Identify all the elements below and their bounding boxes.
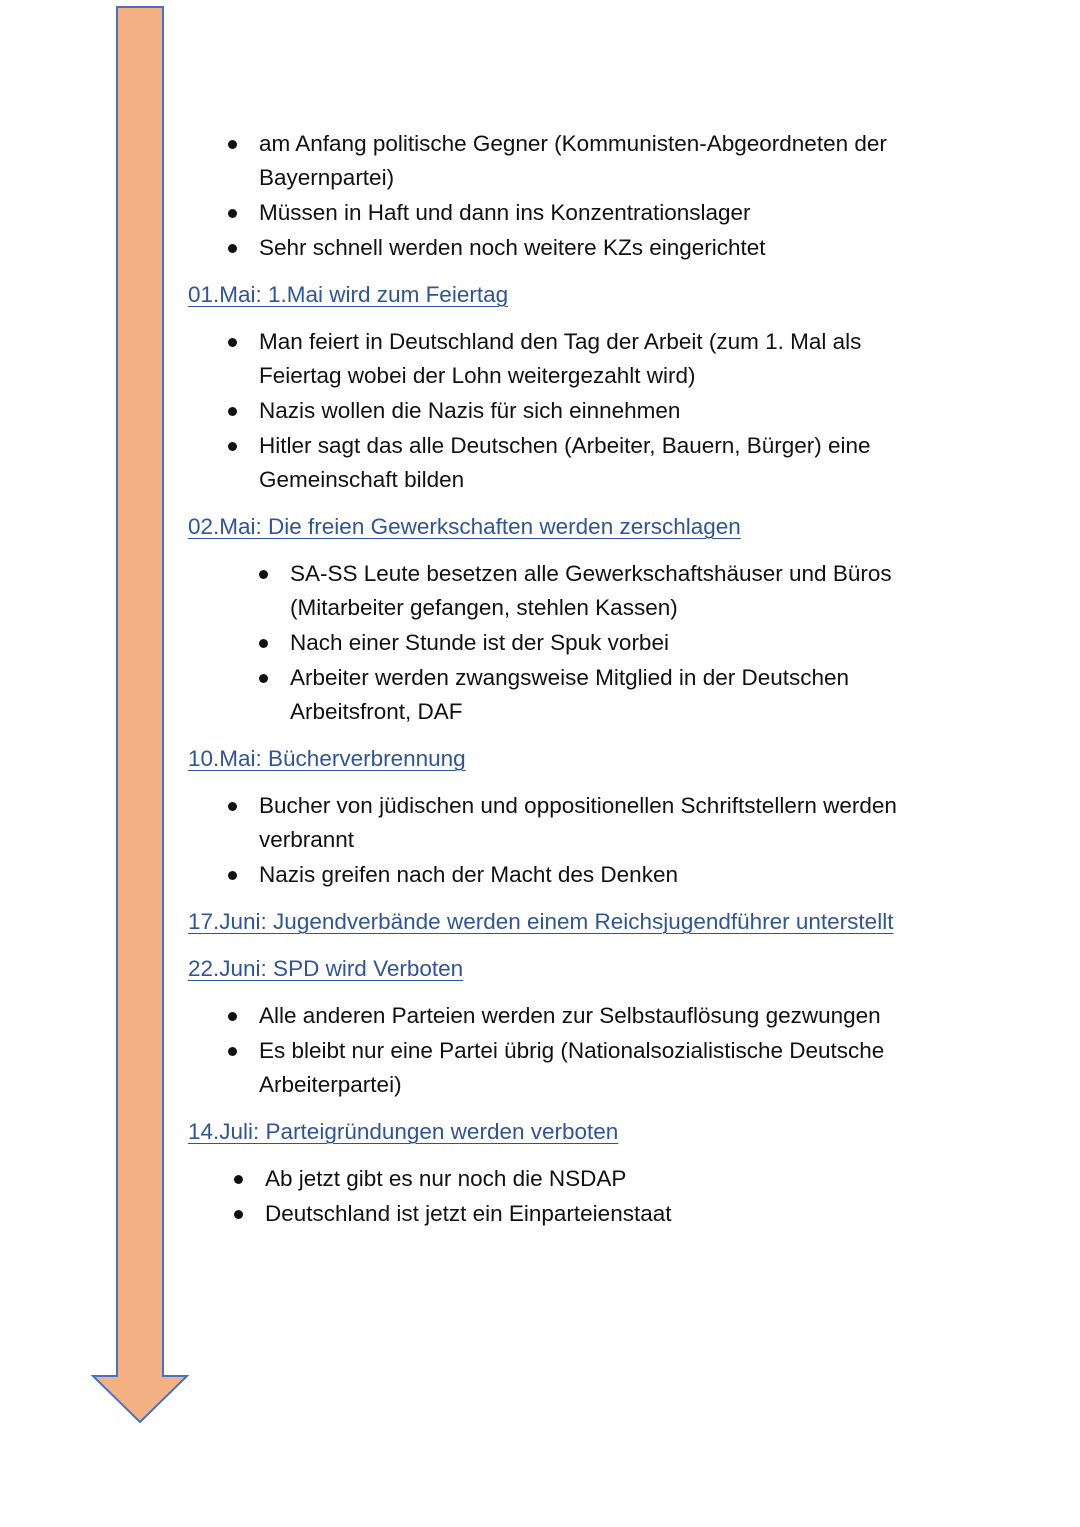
bullet-list (188, 789, 948, 892)
list-item: Arbeiter werden zwangsweise Mitglied in der Deutschen Arbeitsfront, DAF (188, 661, 948, 729)
list-item: Deutschland ist jetzt ein Einparteienstaat (188, 1197, 948, 1231)
timeline-arrow (0, 0, 200, 1440)
section-10-mai (188, 742, 948, 892)
section-14-juli (188, 1115, 948, 1231)
list-item: Man feiert in Deutschland den Tag der Arbeit (zum 1. Mal als Feiertag wobei der Lohn weitergezahlt wird) (188, 325, 948, 393)
list-item: Bucher von jüdischen und oppositionellen Schriftstellern werden verbrannt (188, 789, 948, 857)
list-item: Nazis greifen nach der Macht des Denken (188, 858, 948, 892)
section-heading: 02.Mai: Die freien Gewerkschaften werden zerschlagen (188, 514, 741, 539)
bullet-list (188, 127, 948, 265)
bullet-list (188, 999, 948, 1102)
list-item: Müssen in Haft und dann ins Konzentrationslager (188, 196, 948, 230)
bullet-list (188, 1162, 948, 1231)
section-02-mai (188, 510, 948, 729)
section-heading: 22.Juni: SPD wird Verboten (188, 956, 464, 981)
list-item: SA-SS Leute besetzen alle Gewerkschaftshäuser und Büros (Mitarbeiter gefangen, stehlen Kassen) (188, 557, 948, 625)
bullet-list (188, 557, 948, 729)
section-01-mai (188, 278, 948, 497)
section-intro (188, 127, 948, 265)
section-heading: 14.Juli: Parteigründungen werden verboten (188, 1119, 619, 1144)
list-item: Nazis wollen die Nazis für sich einnehmen (188, 394, 948, 428)
bullet-list (188, 325, 948, 497)
list-item: Sehr schnell werden noch weitere KZs eingerichtet (188, 231, 948, 265)
section-heading: 01.Mai: 1.Mai wird zum Feiertag (188, 282, 509, 307)
list-item: Nach einer Stunde ist der Spuk vorbei (188, 626, 948, 660)
list-item: Hitler sagt das alle Deutschen (Arbeiter, Bauern, Bürger) eine Gemeinschaft bilden (188, 429, 948, 497)
section-heading: 10.Mai: Bücherverbrennung (188, 746, 466, 771)
section-heading: 17.Juni: Jugendverbände werden einem Reichsjugendführer unterstellt (188, 909, 894, 934)
section-22-juni (188, 952, 948, 1102)
list-item: Es bleibt nur eine Partei übrig (Nationalsozialistische Deutsche Arbeiterpartei) (188, 1034, 948, 1102)
document-content (188, 127, 948, 1244)
section-17-juni (188, 905, 948, 939)
list-item: Ab jetzt gibt es nur noch die NSDAP (188, 1162, 948, 1196)
list-item: Alle anderen Parteien werden zur Selbstauflösung gezwungen (188, 999, 948, 1033)
list-item: am Anfang politische Gegner (Kommunisten-Abgeordneten der Bayernpartei) (188, 127, 948, 195)
